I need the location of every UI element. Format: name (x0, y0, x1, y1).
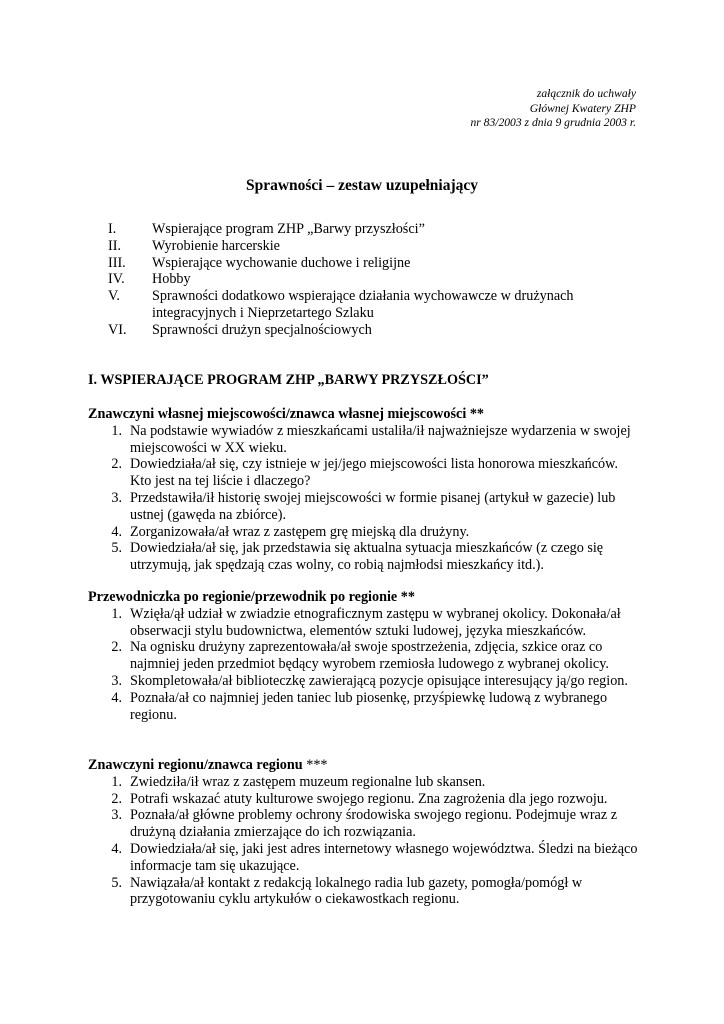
requirement-item (88, 791, 640, 808)
requirement-number: 1. (111, 605, 122, 622)
requirement-number: 5. (111, 874, 122, 891)
annotation-line-1: załącznik do uchwały (536, 87, 636, 100)
requirement-number: 1. (111, 773, 122, 790)
requirement-number: 2. (111, 639, 122, 656)
badge-level-stars: ** (469, 406, 485, 422)
resolution-annotation (470, 87, 636, 131)
requirement-number: 1. (111, 422, 122, 439)
requirement-text: Dowiedziała/ał się, czy istnieje w jej/jego miejscowości lista honorowa mieszkańców. Kto jest na tej liście i dlaczego? (130, 456, 619, 490)
section-1 (88, 372, 640, 389)
requirement-item (88, 639, 640, 673)
toc-item-text: Hobby (152, 271, 191, 288)
section-heading: I. WSPIERAJĄCE PROGRAM ZHP „BARWY PRZYSZŁOŚCI” (88, 372, 489, 388)
requirement-text: Wzięła/ął udział w zwiadzie etnograficznym zastępu w wybranej okolicy. Dokonała/ał obserwacji stylu budownictwa, elementów sztuki ludowej, języka mieszkańców. (130, 605, 621, 639)
toc-item-text: Wspierające wychowanie duchowe i religijne (152, 254, 411, 271)
toc-item-text: Wspierające program ZHP „Barwy przyszłości” (152, 221, 425, 237)
requirement-item (88, 456, 640, 490)
toc-item-number: III. (108, 254, 126, 271)
requirement-item (88, 841, 640, 875)
requirement-text: Dowiedziała/ał się, jaki jest adres internetowy własnego województwa. Śledzi na bieżąco informacje tam się ukazujące. (130, 840, 638, 874)
toc-item (108, 221, 628, 238)
toc-item-text: Sprawności drużyn specjalnościowych (152, 321, 372, 338)
requirement-item (88, 540, 640, 574)
requirement-text: Zwiedziła/ił wraz z zastępem muzeum regionalne lub skansen. (130, 773, 486, 790)
requirement-number: 2. (111, 790, 122, 807)
toc-item (108, 271, 628, 288)
badge-block (88, 406, 640, 574)
annotation-line-2: Głównej Kwatery ZHP (529, 101, 636, 115)
requirement-number: 3. (111, 807, 122, 824)
requirement-number: 3. (111, 489, 122, 506)
requirement-item (88, 774, 640, 791)
requirement-text: Dowiedziała/ał się, jak przedstawia się aktualna sytuacja mieszkańców (z czego się utrzymują, jak spędzają czas wolny, co robią najmłodsi mieszkańcy itd.). (130, 540, 604, 574)
toc-item-number: I. (108, 221, 117, 237)
badge-block (88, 589, 640, 723)
requirement-text: Na ognisku drużyny zaprezentowała/ał swoje spostrzeżenia, zdjęcia, szkice oraz co najmniej jeden przedmiot będący wyrobem rzemiosła ludowego z wybranej okolicy. (130, 639, 609, 673)
requirement-item (88, 490, 640, 524)
toc-item (108, 288, 628, 322)
toc-item-number: II. (108, 237, 121, 254)
badge-title: Znawczyni własnej miejscowości/znawca własnej miejscowości (88, 406, 467, 422)
requirement-number: 2. (111, 456, 122, 473)
table-of-contents (108, 221, 628, 339)
toc-item (108, 322, 628, 339)
badge-level-stars: *** (306, 757, 328, 773)
badge-title: Przewodniczka po regionie/przewodnik po regionie (88, 589, 398, 605)
toc-item (108, 255, 628, 272)
badge-title: Znawczyni regionu/znawca regionu (88, 757, 303, 773)
requirement-item (88, 875, 640, 909)
requirement-text: Poznała/ał co najmniej jeden taniec lub piosenkę, przyśpiewkę ludową z wybranego regionu. (130, 689, 608, 723)
requirement-number: 4. (111, 523, 122, 540)
badge-block (88, 757, 640, 908)
toc-item-number: IV. (108, 271, 125, 288)
badge-heading (88, 757, 640, 774)
requirement-item (88, 524, 640, 541)
toc-item-text: Sprawności dodatkowo wspierające działania wychowawcze w drużynach integracyjnych i Nieprzetartego Szlaku (152, 288, 574, 321)
annotation-line-3: nr 83/2003 z dnia 9 grudnia 2003 r. (470, 116, 636, 129)
badge-heading (88, 406, 640, 423)
requirement-item (88, 673, 640, 690)
requirement-text: Na podstawie wywiadów z mieszkańcami ustaliła/ił najważniejsze wydarzenia w swojej miejscowości w XX wieku. (130, 422, 631, 456)
toc-item-number: V. (108, 288, 120, 305)
requirement-number: 3. (111, 672, 122, 689)
requirement-text: Skompletowała/ał biblioteczkę zawierającą pozycje opisujące interesujący ją/go region. (130, 672, 628, 689)
toc-item-text: Wyrobienie harcerskie (152, 237, 280, 254)
requirement-text: Potrafi wskazać atuty kulturowe swojego regionu. Zna zagrożenia dla jego rozwoju. (130, 790, 608, 807)
requirement-item (88, 807, 640, 841)
document-title: Sprawności – zestaw uzupełniający (245, 177, 479, 194)
requirement-item (88, 423, 640, 457)
requirement-number: 5. (111, 540, 122, 557)
requirement-text: Nawiązała/ał kontakt z redakcją lokalnego radia lub gazety, pomogła/pomógł w przygotowaniu cyklu artykułów o ciekawostkach regionu. (130, 874, 583, 908)
requirement-text: Zorganizowała/ał wraz z zastępem grę miejską dla drużyny. (130, 523, 470, 540)
badge-heading (88, 589, 640, 606)
requirement-number: 4. (111, 689, 122, 706)
toc-item (108, 238, 628, 255)
requirement-text: Poznała/ał główne problemy ochrony środowiska swojego regionu. Podejmuje wraz z drużyną działania zmierzające do ich rozwiązania. (130, 807, 617, 841)
badge-level-stars: ** (400, 589, 415, 605)
toc-item-number: VI. (108, 321, 127, 338)
requirement-number: 4. (111, 840, 122, 857)
requirement-item (88, 606, 640, 640)
requirement-text: Przedstawiła/ił historię swojej miejscowości w formie pisanej (artykuł w gazecie) lub ustnej (gawęda na zbiórce). (130, 489, 616, 523)
requirement-item (88, 690, 640, 724)
